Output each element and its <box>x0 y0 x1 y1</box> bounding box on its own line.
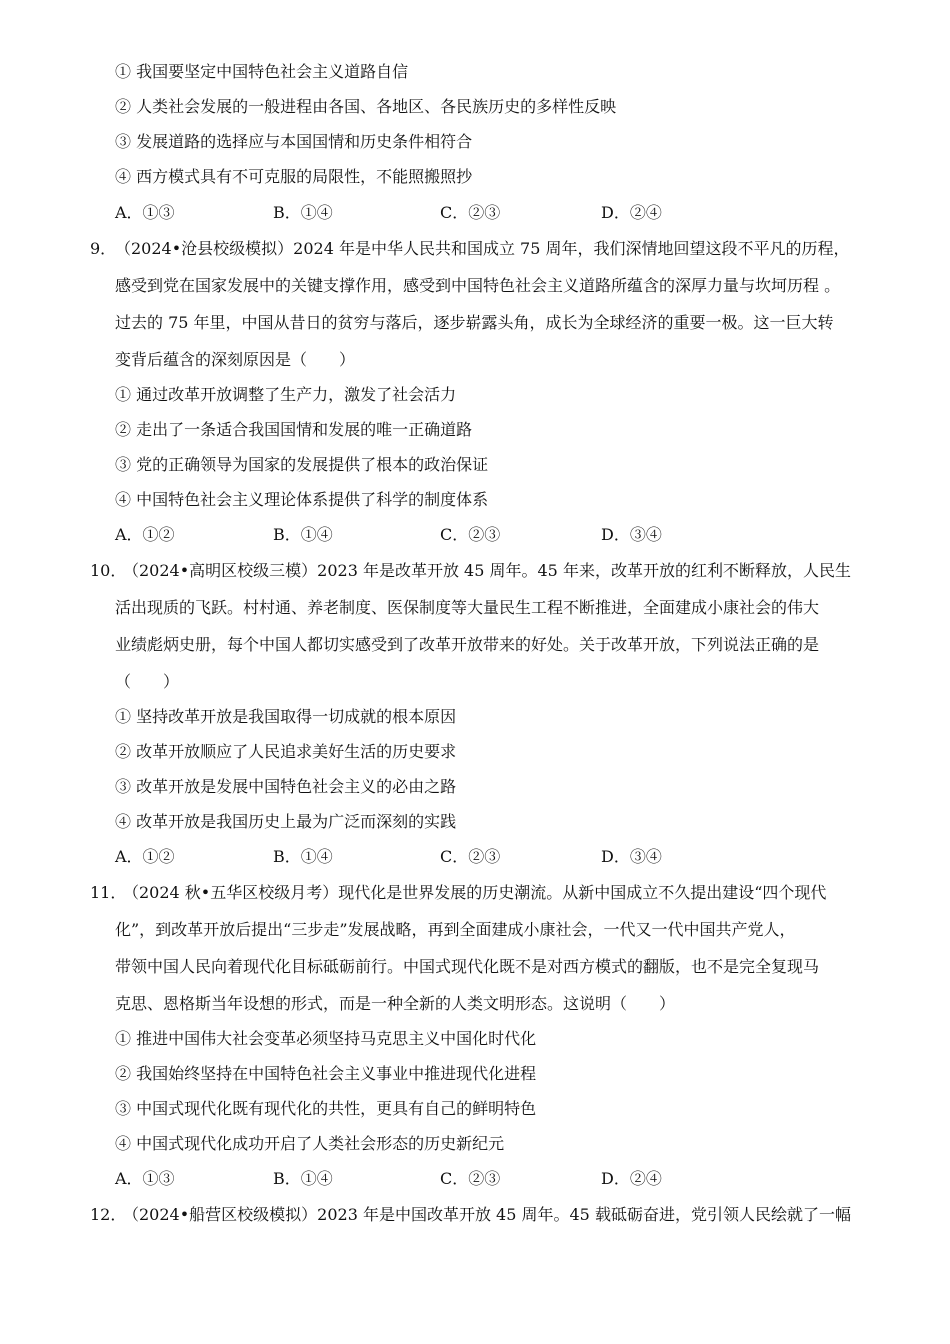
option-a[interactable]: A．①② <box>115 525 175 544</box>
option-d[interactable]: D．③④ <box>601 847 662 866</box>
question-stem-line: 变背后蕴含的深刻原因是（ ） <box>115 350 356 369</box>
option-c[interactable]: C．②③ <box>440 1169 501 1188</box>
option-b[interactable]: B．①④ <box>273 203 333 222</box>
statement: ① 坚持改革开放是我国取得一切成就的根本原因 <box>115 707 457 726</box>
question-stem-line: 化”，到改革开放后提出“三步走”发展战略，再到全面建成小康社会，一代又一代中国共产党人， <box>115 920 796 939</box>
question-stem-line: 克思、恩格斯当年设想的形式，而是一种全新的人类文明形态。这说明（ ） <box>115 994 676 1013</box>
statement: ③ 发展道路的选择应与本国国情和历史条件相符合 <box>115 132 473 151</box>
question-stem-line: 活出现质的飞跃。村村通、养老制度、医保制度等大量民生工程不断推进，全面建成小康社会的伟大 <box>115 598 820 617</box>
statement: ② 走出了一条适合我国国情和发展的唯一正确道路 <box>115 420 473 439</box>
statement: ① 推进中国伟大社会变革必须坚持马克思主义中国化时代化 <box>115 1029 537 1048</box>
question-number: 12． <box>90 1205 127 1224</box>
question-stem-line: 带领中国人民向着现代化目标砥砺前行。中国式现代化既不是对西方模式的翻版，也不是完全复现马 <box>115 957 820 976</box>
statement: ③ 中国式现代化既有现代化的共性，更具有自己的鲜明特色 <box>115 1099 537 1118</box>
question-stem-line: （2024•船营区校级模拟）2023 年是中国改革开放 45 周年。45 载砥砺奋进，党引领人民绘就了一幅 <box>123 1205 851 1224</box>
option-c[interactable]: C．②③ <box>440 203 501 222</box>
option-b[interactable]: B．①④ <box>273 1169 333 1188</box>
question-stem-line: 过去的 75 年里，中国从昔日的贫穷与落后，逐步崭露头角，成长为全球经济的重要一极。这一巨大转 <box>115 313 834 332</box>
question-number: 10． <box>90 561 127 580</box>
question-stem-line: 感受到党在国家发展中的关键支撑作用，感受到中国特色社会主义道路所蕴含的深厚力量与坎坷历程 。 <box>115 276 841 295</box>
option-d[interactable]: D．②④ <box>601 203 662 222</box>
option-c[interactable]: C．②③ <box>440 847 501 866</box>
statement: ④ 西方模式具有不可克服的局限性，不能照搬照抄 <box>115 167 473 186</box>
statement: ② 改革开放顺应了人民追求美好生活的历史要求 <box>115 742 457 761</box>
option-a[interactable]: A．①③ <box>115 203 175 222</box>
statement: ③ 改革开放是发展中国特色社会主义的必由之路 <box>115 777 457 796</box>
option-d[interactable]: D．②④ <box>601 1169 662 1188</box>
question-stem-line: （2024•沧县校级模拟）2024 年是中华人民共和国成立 75 周年，我们深情地回望这段不平凡的历程， <box>115 239 850 258</box>
statement: ② 人类社会发展的一般进程由各国、各地区、各民族历史的多样性反映 <box>115 97 617 116</box>
statement: ④ 改革开放是我国历史上最为广泛而深刻的实践 <box>115 812 457 831</box>
statement: ① 通过改革开放调整了生产力，激发了社会活力 <box>115 385 457 404</box>
option-c[interactable]: C．②③ <box>440 525 501 544</box>
question-stem-line: （ ） <box>115 672 180 691</box>
question-stem-line: （2024•高明区校级三模）2023 年是改革开放 45 周年。45 年来，改革开放的红利不断释放，人民生 <box>123 561 851 580</box>
statement: ② 我国始终坚持在中国特色社会主义事业中推进现代化进程 <box>115 1064 537 1083</box>
option-a[interactable]: A．①③ <box>115 1169 175 1188</box>
option-a[interactable]: A．①② <box>115 847 175 866</box>
question-number: 11． <box>90 883 127 902</box>
statement: ① 我国要坚定中国特色社会主义道路自信 <box>115 62 409 81</box>
question-stem-line: （2024 秋•五华区校级月考）现代化是世界发展的历史潮流。从新中国成立不久提出建设“四个现代 <box>123 883 827 902</box>
statement: ③ 党的正确领导为国家的发展提供了根本的政治保证 <box>115 455 489 474</box>
question-stem-line: 业绩彪炳史册，每个中国人都切实感受到了改革开放带来的好处。关于改革开放，下列说法正确的是 <box>115 635 820 654</box>
statement: ④ 中国式现代化成功开启了人类社会形态的历史新纪元 <box>115 1134 505 1153</box>
option-b[interactable]: B．①④ <box>273 525 333 544</box>
question-number: 9． <box>90 239 117 258</box>
option-d[interactable]: D．③④ <box>601 525 662 544</box>
option-b[interactable]: B．①④ <box>273 847 333 866</box>
statement: ④ 中国特色社会主义理论体系提供了科学的制度体系 <box>115 490 489 509</box>
